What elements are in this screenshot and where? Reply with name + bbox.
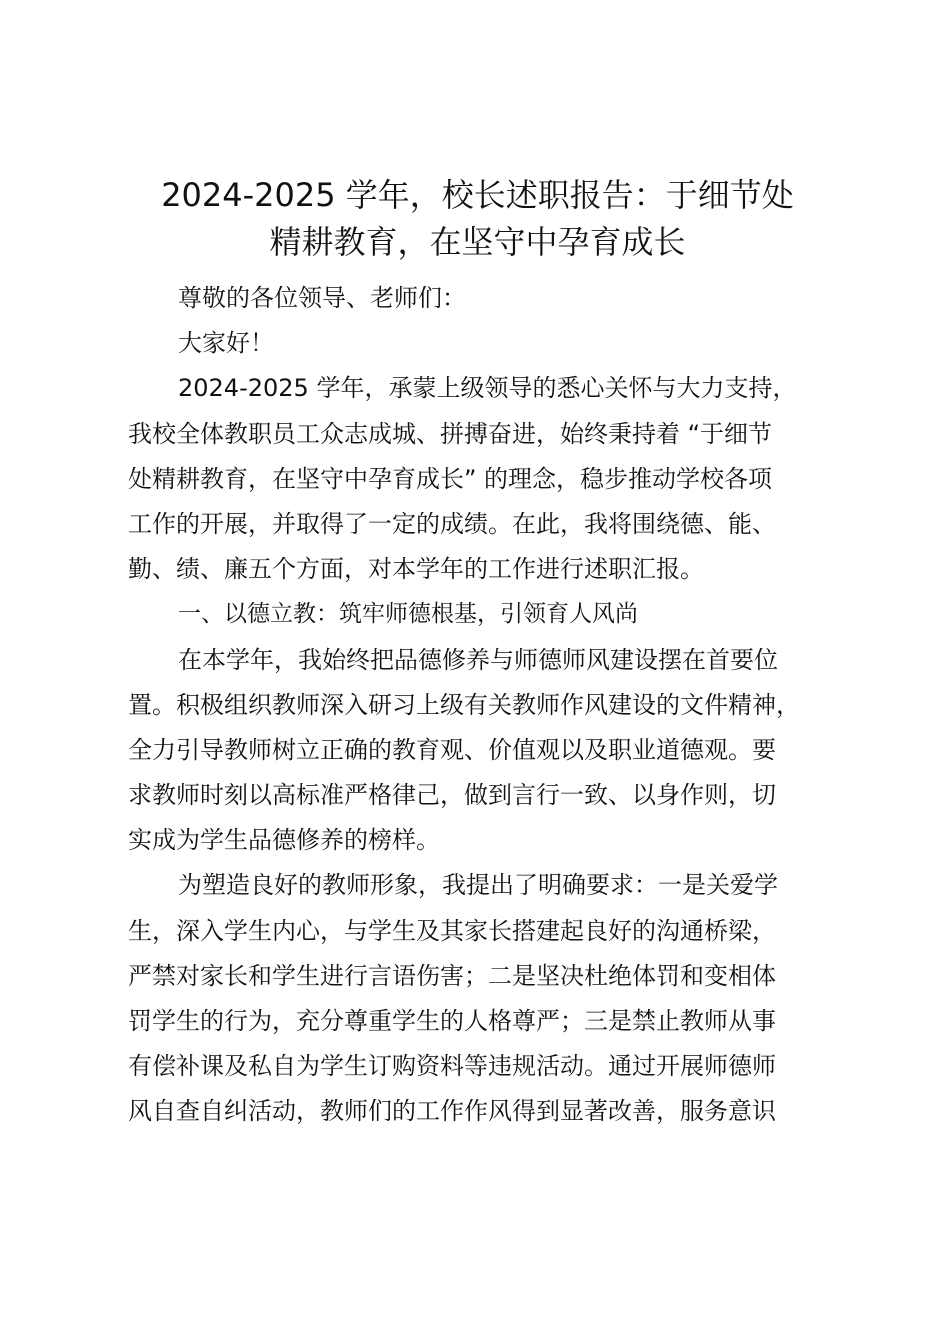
- section-heading: 一、以德立教：筑牢师德根基，引领育人风尚: [178, 601, 638, 628]
- document-title: [120, 172, 835, 266]
- paragraph-line: 2024-2025 学年，承蒙上级领导的悉心关怀与大力支持，: [178, 374, 797, 403]
- paragraph-line: 生，深入学生内心，与学生及其家长搭建起良好的沟通桥梁，: [128, 916, 776, 945]
- paragraph-line: 勤、绩、廉五个方面，对本学年的工作进行述职汇报。: [128, 555, 704, 584]
- paragraph-line: 处精耕教育，在坚守中孕育成长” 的理念，稳步推动学校各项: [128, 464, 773, 493]
- title-line-1: 2024-2025 学年，校长述职报告：于细节处: [161, 176, 794, 214]
- paragraph-line: 置。积极组织教师深入研习上级有关教师作风建设的文件精神，: [128, 690, 800, 719]
- paragraph-line: 有偿补课及私自为学生订购资料等违规活动。通过开展师德师: [128, 1052, 776, 1081]
- paragraph-line: 全力引导教师树立正确的教育观、价值观以及职业道德观。要: [128, 735, 776, 764]
- greeting: 大家好！: [178, 329, 274, 358]
- paragraph-line: 风自查自纠活动，教师们的工作作风得到显著改善，服务意识: [128, 1097, 776, 1126]
- paragraph-line: 在本学年，我始终把品德修养与师德师风建设摆在首要位: [178, 645, 778, 674]
- document-body: [128, 276, 858, 1135]
- paragraph-line: 求教师时刻以高标准严格律己，做到言行一致、以身作则，切: [128, 781, 776, 810]
- paragraph-line: 实成为学生品德修养的榜样。: [128, 826, 440, 855]
- paragraph-line: 我校全体教职员工众志成城、拼搏奋进，始终秉持着 “于细节: [128, 419, 773, 448]
- paragraph-line: 为塑造良好的教师形象，我提出了明确要求：一是关爱学: [178, 871, 778, 900]
- title-line-2: 精耕教育，在坚守中孕育成长: [269, 223, 686, 261]
- salutation: 尊敬的各位领导、老师们：: [178, 284, 466, 312]
- paragraph-line: 严禁对家长和学生进行言语伤害；二是坚决杜绝体罚和变相体: [128, 961, 776, 990]
- paragraph-line: 罚学生的行为，充分尊重学生的人格尊严；三是禁止教师从事: [128, 1007, 776, 1035]
- paragraph-line: 工作的开展，并取得了一定的成绩。在此，我将围绕德、能、: [128, 509, 776, 538]
